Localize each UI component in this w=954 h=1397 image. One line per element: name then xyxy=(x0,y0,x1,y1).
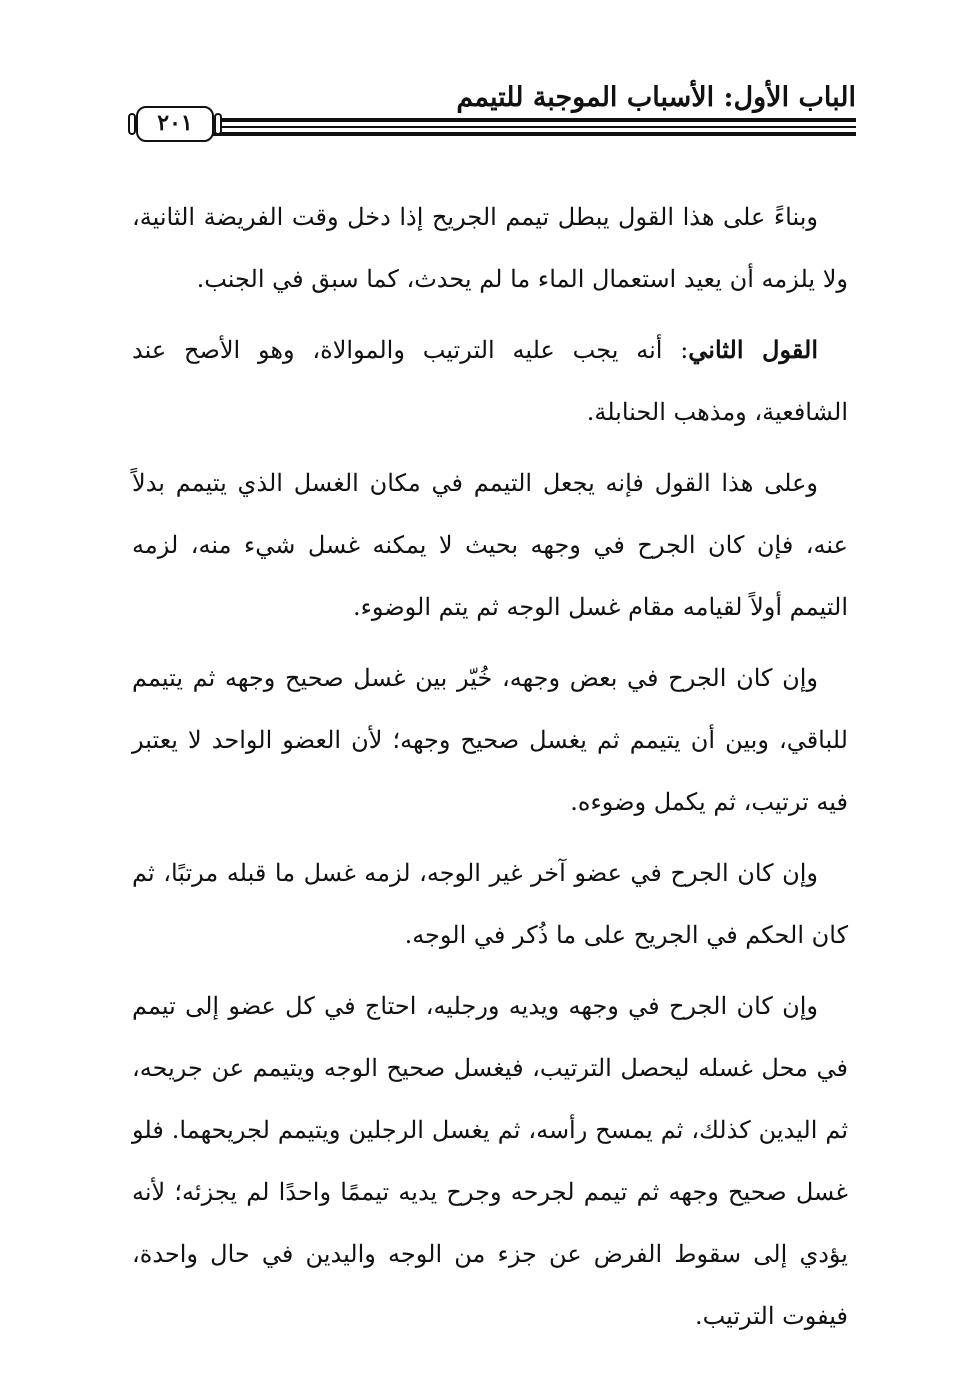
paragraph-lead: القول الثاني xyxy=(688,335,818,364)
page-number: ٢٠١ xyxy=(157,110,193,136)
paragraph xyxy=(132,186,848,310)
paragraph-text: وإن كان الجرح في وجهه ويديه ورجليه، احتاج في كل عضو إلى تيمم في محل غسله ليحصل الترتيب، فيغسل صحيح الوجه ويتيمم عن جريحه، ثم اليدين كذلك، ثم يمسح رأسه، ثم يغسل الرجلين ويتيمم لجريحهما. فلو غسل صحيح وجهه ثم تيمم لجرحه وجرح يديه تيممًا واحدًا لم يجزئه؛ لأنه يؤدي إلى سقوط الفرض عن جزء من الوجه واليدين في حال واحدة، فيفوت الترتيب. xyxy=(132,992,848,1330)
paragraph-text: وإن كان الجرح في بعض وجهه، خُيّر بين غسل صحيح وجهه ثم يتيمم للباقي، وبين أن يتيمم ثم يغسل صحيح وجهه؛ لأن العضو الواحد لا يعتبر فيه ترتيب، ثم يكمل وضوءه. xyxy=(132,664,848,816)
running-header xyxy=(130,70,856,160)
paragraph xyxy=(132,842,848,966)
paragraph xyxy=(132,975,848,1347)
paragraph-text: وبناءً على هذا القول يبطل تيمم الجريح إذا دخل وقت الفريضة الثانية، ولا يلزمه أن يعيد استعمال الماء ما لم يحدث، كما سبق في الجنب. xyxy=(132,203,848,293)
chapter-title: الباب الأول: الأسباب الموجبة للتيمم xyxy=(456,82,856,113)
paragraph-text: وعلى هذا القول فإنه يجعل التيمم في مكان الغسل الذي يتيمم بدلاً عنه، فإن كان الجرح في وجهه بحيث لا يمكنه غسل شيء منه، لزمه التيمم أولاً لقيامه مقام غسل الوجه ثم يتم الوضوء. xyxy=(132,469,848,621)
page-number-frame xyxy=(136,106,214,142)
header-rule xyxy=(210,132,856,136)
paragraph xyxy=(132,319,848,443)
paragraph xyxy=(132,647,848,833)
header-rule xyxy=(210,126,856,128)
paragraph-text: : أنه يجب عليه الترتيب والموالاة، وهو الأصح عند الشافعية، ومذهب الحنابلة. xyxy=(132,336,848,426)
paragraph-text: وإن كان الجرح في عضو آخر غير الوجه، لزمه غسل ما قبله مرتبًا، ثم كان الحكم في الجريح على ما ذُكر في الوجه. xyxy=(132,859,848,949)
paragraph xyxy=(132,452,848,638)
header-rule xyxy=(210,118,856,122)
body-text xyxy=(132,186,848,1356)
